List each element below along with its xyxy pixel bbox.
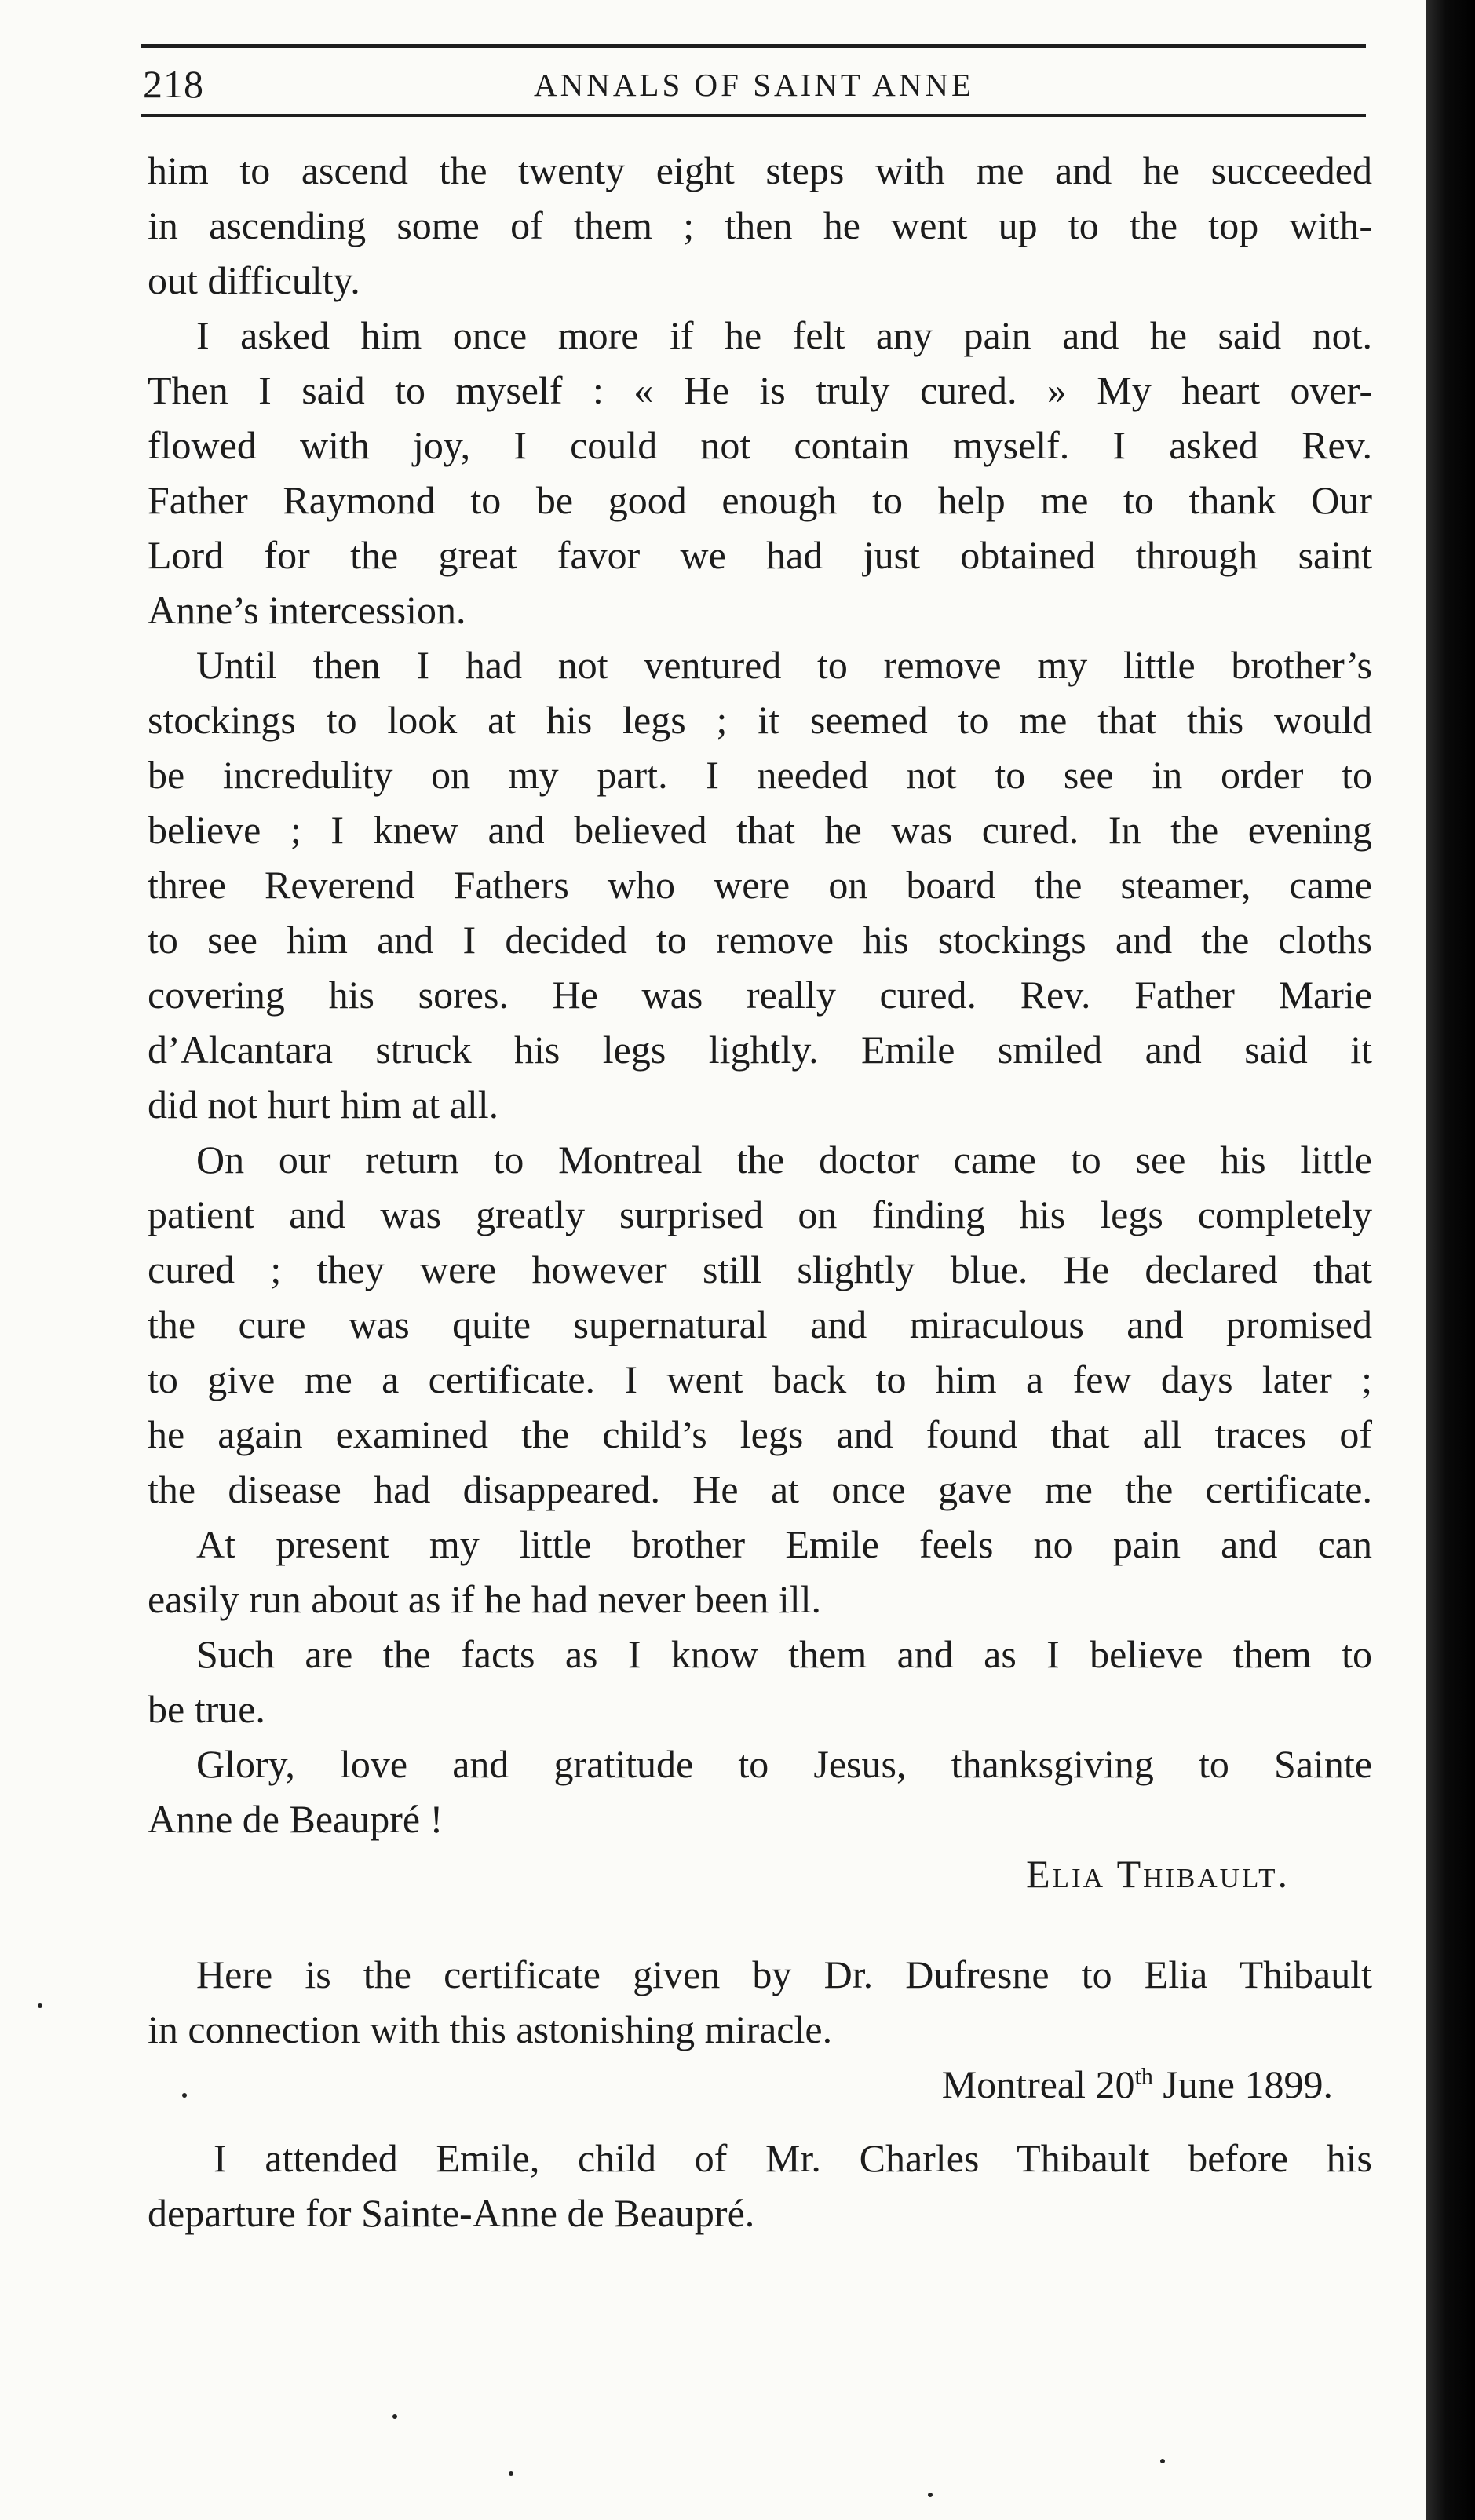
dateline-ordinal: th <box>1134 2063 1153 2090</box>
text-line: the cure was quite supernatural and miraculous and promised <box>148 1302 1372 1346</box>
paragraph-start: Glory, love and gratitude to Jesus, thanksgiving to Sainte <box>196 1742 1372 1786</box>
text-line: Anne’s intercession. <box>148 588 466 632</box>
text-line: covering his sores. He was really cured. Rev. Father Marie <box>148 973 1372 1017</box>
text-line: be incredulity on my part. I needed not to see in order to <box>148 753 1372 797</box>
text-line: Lord for the great favor we had just obtained through saint <box>148 533 1372 577</box>
dateline-place: Montreal 20 <box>941 2062 1135 2106</box>
running-head: ANNALS OF SAINT ANNE <box>534 67 975 103</box>
paragraph-start: Until then I had not ventured to remove my little brother’s <box>196 643 1372 687</box>
text-line: Then I said to myself : « He is truly cured. » My heart over- <box>148 368 1372 412</box>
signature: Elia Thibault. <box>1026 1852 1290 1896</box>
header-rule-bottom <box>141 114 1366 117</box>
text-line: departure for Sainte-Anne de Beaupré. <box>148 2191 755 2235</box>
text-line: stockings to look at his legs ; it seemed to me that this would <box>148 698 1372 742</box>
text-line: flowed with joy, I could not contain myself. I asked Rev. <box>148 423 1372 467</box>
text-line: to give me a certificate. I went back to him a few days later ; <box>148 1357 1372 1401</box>
paragraph-start: Here is the certificate given by Dr. Dufresne to Elia Thibault <box>196 1952 1372 1996</box>
text-line: out difficulty. <box>148 258 360 302</box>
scan-speck <box>928 2493 933 2497</box>
text-line: Father Raymond to be good enough to help me to thank Our <box>148 478 1372 522</box>
scan-speck <box>392 2414 397 2419</box>
dateline-date: June 1899. <box>1152 2062 1333 2106</box>
certificate-dateline <box>148 2057 1372 2112</box>
scan-speck <box>38 2003 42 2008</box>
text-line: in connection with this astonishing miracle. <box>148 2007 833 2051</box>
scan-speck <box>182 2093 187 2098</box>
text-line: to see him and I decided to remove his stockings and the cloths <box>148 918 1372 962</box>
page-binding-edge <box>1426 0 1475 2520</box>
paragraph-start: I asked him once more if he felt any pain and he said not. <box>196 313 1372 357</box>
text-line: believe ; I knew and believed that he was cured. In the evening <box>148 808 1372 852</box>
text-line: be true. <box>148 1687 265 1731</box>
text-line: patient and was greatly surprised on finding his legs completely <box>148 1192 1372 1236</box>
scan-speck <box>509 2471 513 2476</box>
paragraph-start: Such are the facts as I know them and as I believe them to <box>196 1632 1372 1676</box>
section-gap <box>148 1901 1372 1947</box>
scan-speck <box>1160 2459 1165 2463</box>
body-text <box>148 143 1372 2241</box>
text-line: three Reverend Fathers who were on board the steamer, came <box>148 863 1372 907</box>
paragraph-start: I attended Emile, child of Mr. Charles Thibault before his <box>214 2136 1372 2180</box>
paragraph-start: At present my little brother Emile feels no pain and can <box>196 1522 1372 1566</box>
paragraph-start: On our return to Montreal the doctor came to see his little <box>196 1138 1372 1181</box>
text-line: he again examined the child’s legs and found that all traces of <box>148 1412 1372 1456</box>
text-line: did not hurt him at all. <box>148 1083 499 1127</box>
text-line: d’Alcantara struck his legs lightly. Emile smiled and said it <box>148 1028 1372 1072</box>
header-rule-top <box>141 44 1366 48</box>
section-gap <box>148 2112 1372 2131</box>
text-line: him to ascend the twenty eight steps with me and he succeeded <box>148 148 1372 192</box>
text-line: Anne de Beaupré ! <box>148 1797 444 1841</box>
text-line: cured ; they were however still slightly blue. He declared that <box>148 1247 1372 1291</box>
page-number: 218 <box>143 62 204 106</box>
text-line: the disease had disappeared. He at once gave me the certificate. <box>148 1467 1372 1511</box>
text-line: easily run about as if he had never been ill. <box>148 1577 822 1621</box>
text-line: in ascending some of them ; then he went up to the top with- <box>148 203 1372 247</box>
